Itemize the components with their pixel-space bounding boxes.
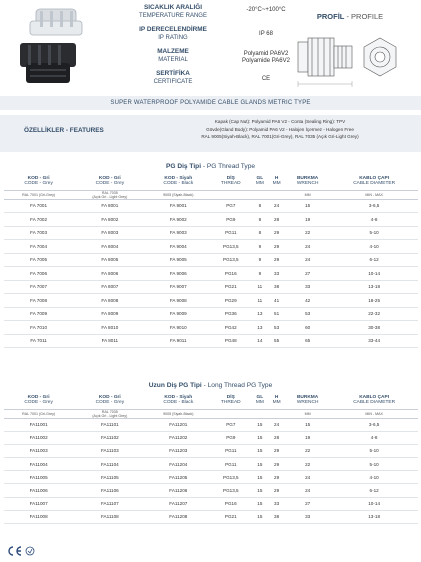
note-cell xyxy=(268,409,285,418)
table-cell: 33 xyxy=(268,497,285,510)
column-header xyxy=(268,392,285,409)
table-cell: FA11203 xyxy=(146,444,210,457)
table-cell: FA 8001 xyxy=(73,199,146,213)
table-cell: FA 9007 xyxy=(146,280,210,294)
table-cell: 3-6,5 xyxy=(330,418,418,431)
table-cell: 5-10 xyxy=(330,226,418,240)
table-cell: 33-44 xyxy=(330,334,418,348)
feature-line: RAL 9005(Siyah-Black), RAL 7001(Gri-Grey), RAL 7035 (Açık Gri-Light Grey) xyxy=(201,134,359,140)
table-cell: FA 9005 xyxy=(146,253,210,267)
table-cell: FA11007 xyxy=(4,497,73,510)
table-cell: FA 7009 xyxy=(4,307,73,321)
column-header-en: CODE - Grey xyxy=(24,400,53,406)
table-row xyxy=(4,226,418,240)
table-cell: 24 xyxy=(285,240,330,254)
profile-title-sep: - xyxy=(344,12,352,21)
table-cell: FA11005 xyxy=(4,471,73,484)
table-cell: 13 xyxy=(251,307,268,321)
profile-title-tr: PROFİL xyxy=(316,12,345,21)
table-row xyxy=(4,444,418,457)
table-cell: 13-18 xyxy=(330,510,418,523)
table-cell: 11 xyxy=(251,294,268,308)
spec-value: Polyamid PA6V2 Polyamide PA6V2 xyxy=(242,51,290,64)
table-cell: PG7 xyxy=(210,199,251,213)
table-cell: FA11003 xyxy=(4,444,73,457)
column-header xyxy=(4,392,73,409)
table-cell: FA 9006 xyxy=(146,267,210,281)
spec-key-en: TEMPERATURE RANGE xyxy=(139,13,207,19)
product-title-band: SUPER WATERPROOF POLYAMIDE CABLE GLANDS METRIC TYPE xyxy=(0,96,421,110)
column-header-en: MM xyxy=(255,181,264,187)
table-row xyxy=(4,294,418,308)
table-cell: 6-12 xyxy=(330,484,418,497)
table-cell: 4-10 xyxy=(330,240,418,254)
table-cell: 15 xyxy=(251,458,268,471)
column-header xyxy=(285,392,330,409)
table-cell: PG9 xyxy=(210,431,251,444)
table-cell: FA 8011 xyxy=(73,334,146,348)
table-cell: FA11103 xyxy=(73,444,146,457)
column-header-tr: KABLO ÇAPI xyxy=(359,175,390,181)
table-cell: FA 7003 xyxy=(4,226,73,240)
note-cell: 9005 (Siyah-Black) xyxy=(146,409,210,418)
note-cell xyxy=(251,409,268,418)
table-cell: FA 9008 xyxy=(146,294,210,308)
table-row xyxy=(4,240,418,254)
column-header xyxy=(330,392,418,409)
table-cell: 10-14 xyxy=(330,267,418,281)
table-cell: FA11105 xyxy=(73,471,146,484)
note-cell: MIN - MAX xyxy=(330,409,418,418)
table-cell: 24 xyxy=(285,471,330,484)
table-cell: FA11104 xyxy=(73,458,146,471)
note-cell: RAL 7035 (Açık Gri - Light Grey) xyxy=(73,409,146,418)
note-cell: MM xyxy=(285,190,330,199)
table-cell: FA11107 xyxy=(73,497,146,510)
table-cell: FA11106 xyxy=(73,484,146,497)
table-cell: FA11001 xyxy=(4,418,73,431)
spec-key-tr: SERTİFİKA xyxy=(156,70,190,77)
table-cell: 8 xyxy=(251,226,268,240)
profile-title-en: PROFILE xyxy=(351,12,384,21)
table-row xyxy=(4,253,418,267)
table-cell: FA 8007 xyxy=(73,280,146,294)
table-row xyxy=(4,431,418,444)
table-cell: 9 xyxy=(251,253,268,267)
table-cell: 15 xyxy=(251,444,268,457)
table-cell: 9 xyxy=(251,267,268,281)
table-cell: 24 xyxy=(285,253,330,267)
table-cell: FA 9002 xyxy=(146,213,210,227)
table-cell: FA11004 xyxy=(4,458,73,471)
column-header-tr: BURKMA xyxy=(296,394,319,400)
column-header xyxy=(73,173,146,190)
table-cell: PG9 xyxy=(210,213,251,227)
header-row xyxy=(4,392,418,409)
table-cell: FA 7004 xyxy=(4,240,73,254)
table-row xyxy=(4,497,418,510)
column-header-tr: KOD - Gri xyxy=(27,394,50,400)
table-cell: 13-18 xyxy=(330,280,418,294)
profile-drawing xyxy=(292,28,410,92)
table-cell: 22 xyxy=(285,458,330,471)
table-cell: 51 xyxy=(268,307,285,321)
table-row xyxy=(4,321,418,335)
column-header-en: CODE - Black xyxy=(163,181,194,187)
column-header-en: CABLE DIAMETER xyxy=(353,400,396,406)
column-header-tr: BURKMA xyxy=(296,175,319,181)
table-cell: FA11101 xyxy=(73,418,146,431)
spec-row xyxy=(118,48,290,68)
table-cell: 15 xyxy=(285,199,330,213)
spec-value: CE xyxy=(261,76,271,82)
table-cell: 27 xyxy=(285,497,330,510)
table-cell: FA 9004 xyxy=(146,240,210,254)
note-cell xyxy=(210,190,251,199)
table-cell: FA 7002 xyxy=(4,213,73,227)
table-cell: 15 xyxy=(251,484,268,497)
section-title-pg xyxy=(0,163,421,170)
features-text xyxy=(150,118,410,141)
table-cell: FA 8006 xyxy=(73,267,146,281)
column-header-tr: KOD - Gri xyxy=(98,175,121,181)
spec-key-tr: MALZEME xyxy=(157,48,189,55)
table-cell: 33 xyxy=(285,510,330,523)
column-header-tr: H xyxy=(274,394,279,400)
table-cell: FA 8008 xyxy=(73,294,146,308)
section-title-tr: PG Diş Tipi xyxy=(165,163,202,170)
table-cell: FA 8009 xyxy=(73,307,146,321)
table-cell: FA 7005 xyxy=(4,253,73,267)
note-cell: RAL 7001 (Gri-Grey) xyxy=(4,190,73,199)
table-cell: 29 xyxy=(268,226,285,240)
ce-mark-logo xyxy=(4,545,44,557)
table-cell: 24 xyxy=(268,199,285,213)
column-header-en: THREAD xyxy=(220,181,241,187)
note-cell: MIN - MAX xyxy=(330,190,418,199)
column-header-en: MM xyxy=(255,400,264,406)
column-header-tr: KOD - Gri xyxy=(98,394,121,400)
note-cell: RAL 7001 (Gri-Grey) xyxy=(4,409,73,418)
table-cell: 9 xyxy=(251,240,268,254)
column-header-tr: DİŞ xyxy=(226,394,235,400)
note-cell: RAL 7035 (Açık Gri - Light Grey) xyxy=(73,190,146,199)
table-cell: 11 xyxy=(251,280,268,294)
table-cell: 15 xyxy=(251,431,268,444)
table-cell: 10-14 xyxy=(330,497,418,510)
table-cell: PG13,5 xyxy=(210,484,251,497)
table-cell: PG21 xyxy=(210,280,251,294)
table-row xyxy=(4,418,418,431)
cable-gland-photo xyxy=(6,3,110,89)
table-cell: 15 xyxy=(251,471,268,484)
table-cell: 29 xyxy=(268,240,285,254)
table-cell: PG36 xyxy=(210,307,251,321)
table-cell: FA 7011 xyxy=(4,334,73,348)
table-cell: FA11008 xyxy=(4,510,73,523)
table-cell: 28 xyxy=(268,213,285,227)
table-cell: PG11 xyxy=(210,444,251,457)
table-cell: 15 xyxy=(285,418,330,431)
table-cell: 42 xyxy=(285,294,330,308)
table-cell: FA 9011 xyxy=(146,334,210,348)
table-cell: FA11208 xyxy=(146,510,210,523)
table-cell: 24 xyxy=(285,484,330,497)
table-cell: PG48 xyxy=(210,334,251,348)
column-header-en: CODE - Grey xyxy=(24,181,53,187)
table-cell: FA 8003 xyxy=(73,226,146,240)
spec-key-en: IP RATING xyxy=(158,35,188,41)
column-header-tr: DİŞ xyxy=(226,175,235,181)
table-row xyxy=(4,334,418,348)
table-row xyxy=(4,471,418,484)
column-header-tr: KOD - Gri xyxy=(27,175,50,181)
spec-row xyxy=(118,4,286,24)
section-title-en: - PG Thread Type xyxy=(201,163,256,170)
table-cell: 3-6,5 xyxy=(330,199,418,213)
column-header-tr: KOD - Siyah xyxy=(164,394,193,400)
table-cell: 38 xyxy=(268,280,285,294)
column-header xyxy=(4,173,73,190)
table-cell: 28 xyxy=(268,431,285,444)
table-cell: FA 7010 xyxy=(4,321,73,335)
spec-header xyxy=(0,0,421,93)
features-band xyxy=(0,115,421,152)
table-cell: 33 xyxy=(285,280,330,294)
column-header-tr: KABLO ÇAPI xyxy=(359,394,390,400)
table-cell: 14 xyxy=(251,334,268,348)
section-title-tr: Uzun Diş PG Tipi xyxy=(148,382,202,389)
column-header xyxy=(210,173,251,190)
table-cell: 8 xyxy=(251,213,268,227)
table-cell: FA11201 xyxy=(146,418,210,431)
note-cell xyxy=(268,190,285,199)
table-cell: FA 8004 xyxy=(73,240,146,254)
table-cell: FA 9010 xyxy=(146,321,210,335)
table-cell: FA11108 xyxy=(73,510,146,523)
table-cell: FA 7001 xyxy=(4,199,73,213)
features-label: ÖZELLİKLER - FEATURES xyxy=(24,127,104,134)
note-cell xyxy=(251,190,268,199)
column-header xyxy=(146,392,210,409)
long-thread-table xyxy=(4,392,418,524)
table-cell: FA11206 xyxy=(146,484,210,497)
feature-line: Gövde(Gland Body): Polyamid PA6 V2 - Halojen İçermez - Halogen Free xyxy=(206,126,354,132)
table-cell: 38 xyxy=(268,510,285,523)
table-cell: PG13,5 xyxy=(210,253,251,267)
table-cell: FA11002 xyxy=(4,431,73,444)
table-row xyxy=(4,510,418,523)
table-cell: 22-32 xyxy=(330,307,418,321)
table-cell: 5-10 xyxy=(330,458,418,471)
table-cell: 29 xyxy=(268,253,285,267)
profile-title xyxy=(288,12,412,21)
table-cell: 29 xyxy=(268,444,285,457)
column-header xyxy=(73,392,146,409)
table-cell: PG21 xyxy=(210,510,251,523)
table-cell: 53 xyxy=(285,307,330,321)
table-cell: 13 xyxy=(251,321,268,335)
spec-value: IP 68 xyxy=(259,31,273,37)
note-cell xyxy=(210,409,251,418)
header-row xyxy=(4,173,418,190)
table-cell: 6-12 xyxy=(330,253,418,267)
table-cell: 29 xyxy=(268,458,285,471)
spec-key-en: CERTIFICATE xyxy=(153,79,193,85)
note-row xyxy=(4,190,418,199)
feature-line: Kapak (Cap Nut): Polyamid PA6 V2 - Conta (Sealing Ring): TPV xyxy=(214,119,346,124)
column-header-en: MM xyxy=(272,400,281,406)
table-cell: 4-10 xyxy=(330,471,418,484)
table-cell: FA 7007 xyxy=(4,280,73,294)
column-header-tr: GL xyxy=(256,175,264,181)
table-row xyxy=(4,213,418,227)
table-cell: 29 xyxy=(268,484,285,497)
column-header xyxy=(285,173,330,190)
column-header-en: CODE - Grey xyxy=(95,400,125,406)
table-cell: FA11205 xyxy=(146,471,210,484)
table-cell: 41 xyxy=(268,294,285,308)
column-header-en: CODE - Grey xyxy=(95,181,125,187)
table-cell: 8 xyxy=(251,199,268,213)
column-header-en: CODE - Black xyxy=(163,400,194,406)
table-cell: 24 xyxy=(268,418,285,431)
table-cell: PG7 xyxy=(210,418,251,431)
column-header-tr: GL xyxy=(256,394,264,400)
table-cell: PG16 xyxy=(210,267,251,281)
column-header-tr: KOD - Siyah xyxy=(164,175,193,181)
spec-value: -20°C~+100°C xyxy=(246,7,286,13)
column-header-en: MM xyxy=(272,181,281,187)
table-row xyxy=(4,199,418,213)
table-cell: FA 8005 xyxy=(73,253,146,267)
table-row xyxy=(4,307,418,321)
table-cell: 30-38 xyxy=(330,321,418,335)
table-cell: 53 xyxy=(268,321,285,335)
table-cell: 19 xyxy=(285,431,330,444)
table-cell: PG13,5 xyxy=(210,240,251,254)
pg-thread-table xyxy=(4,173,418,348)
table-cell: 65 xyxy=(285,334,330,348)
table-row xyxy=(4,458,418,471)
table-cell: 5-10 xyxy=(330,444,418,457)
table-cell: FA 7006 xyxy=(4,267,73,281)
table-cell: PG13,5 xyxy=(210,471,251,484)
note-cell: MM xyxy=(285,409,330,418)
table-cell: 15 xyxy=(251,497,268,510)
table-row xyxy=(4,267,418,281)
table-cell: PG16 xyxy=(210,497,251,510)
table-cell: 19 xyxy=(285,213,330,227)
column-header-en: WRENCH xyxy=(296,400,319,406)
table-cell: FA11006 xyxy=(4,484,73,497)
table-cell: PG42 xyxy=(210,321,251,335)
table-cell: 15 xyxy=(251,510,268,523)
table-cell: FA 8010 xyxy=(73,321,146,335)
note-cell: 9005 (Siyah-Black) xyxy=(146,190,210,199)
column-header xyxy=(210,392,251,409)
column-header-en: THREAD xyxy=(220,400,241,406)
table-cell: 27 xyxy=(285,267,330,281)
table-cell: FA 8002 xyxy=(73,213,146,227)
spec-key-tr: SICAKLIK ARALIĞI xyxy=(144,4,202,11)
table-cell: 60 xyxy=(285,321,330,335)
table-cell: 4-8 xyxy=(330,213,418,227)
section-title-long-pg xyxy=(0,382,421,389)
table-cell: 22 xyxy=(285,444,330,457)
table-cell: FA11202 xyxy=(146,431,210,444)
table-cell: 55 xyxy=(268,334,285,348)
table-cell: FA 9009 xyxy=(146,307,210,321)
table-cell: PG29 xyxy=(210,294,251,308)
column-header-tr: H xyxy=(274,175,279,181)
table-cell: 33 xyxy=(268,267,285,281)
table-cell: 18-25 xyxy=(330,294,418,308)
spec-key-tr: IP DERECELENDİRME xyxy=(139,26,207,33)
table-cell: FA 9003 xyxy=(146,226,210,240)
table-cell: 15 xyxy=(251,418,268,431)
column-header xyxy=(251,392,268,409)
table-cell: PG11 xyxy=(210,458,251,471)
column-header-en: CABLE DIAMETER xyxy=(353,181,396,187)
column-header xyxy=(146,173,210,190)
column-header xyxy=(251,173,268,190)
table-cell: FA 9001 xyxy=(146,199,210,213)
note-row xyxy=(4,409,418,418)
section-title-en: - Long Thread PG Type xyxy=(201,382,273,389)
table-row xyxy=(4,280,418,294)
spec-list xyxy=(118,4,290,92)
column-header xyxy=(268,173,285,190)
column-header xyxy=(330,173,418,190)
table-cell: FA11207 xyxy=(146,497,210,510)
table-cell: PG11 xyxy=(210,226,251,240)
table-cell: FA 7008 xyxy=(4,294,73,308)
spec-row xyxy=(118,70,278,90)
table-cell: 4-8 xyxy=(330,431,418,444)
table-cell: FA11204 xyxy=(146,458,210,471)
table-row xyxy=(4,484,418,497)
table-cell: 29 xyxy=(268,471,285,484)
table-cell: FA11102 xyxy=(73,431,146,444)
spec-key-en: MATERIAL xyxy=(158,57,188,63)
spec-row xyxy=(118,26,278,46)
table-cell: 22 xyxy=(285,226,330,240)
column-header-en: WRENCH xyxy=(296,181,319,187)
